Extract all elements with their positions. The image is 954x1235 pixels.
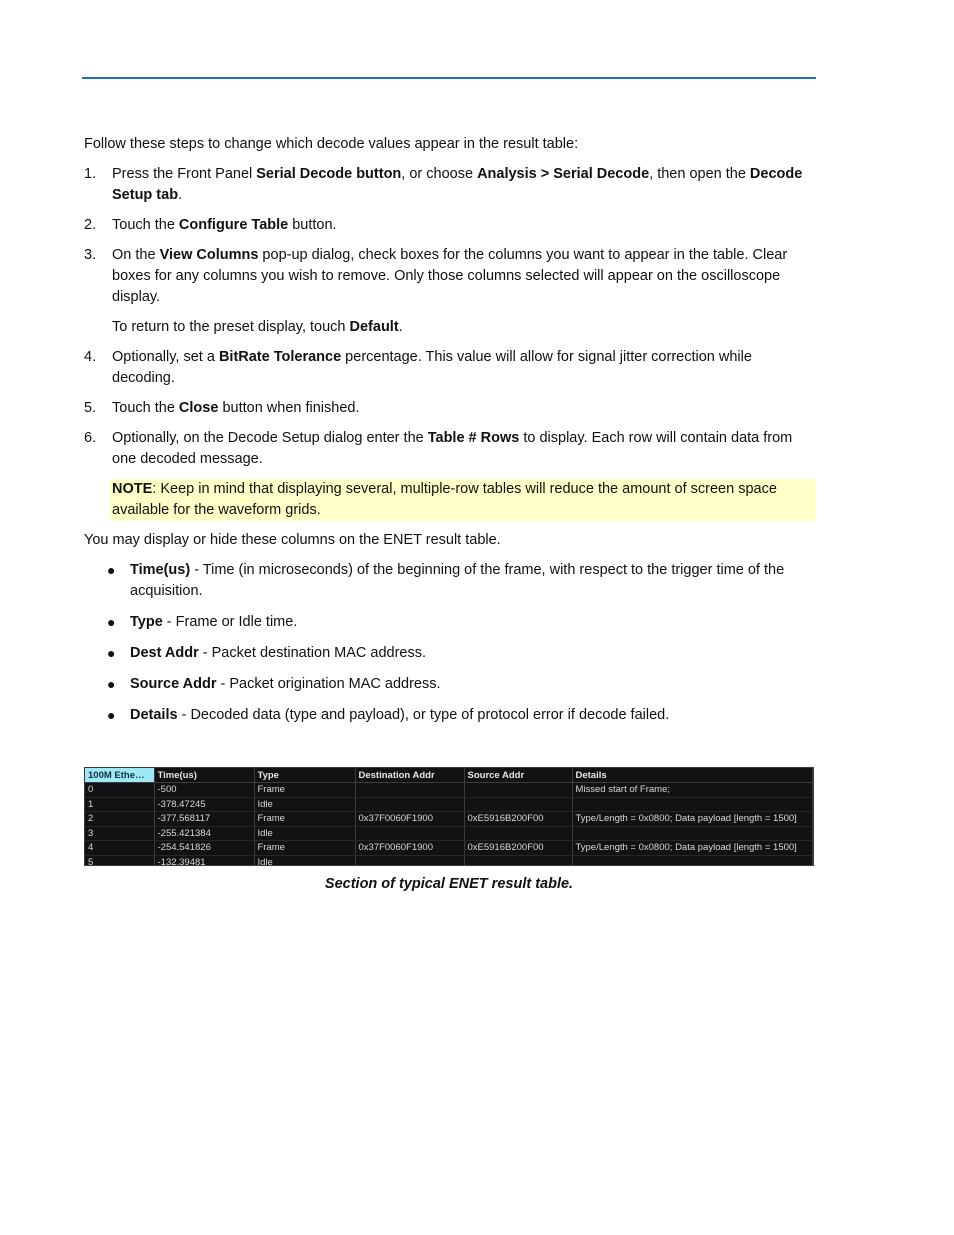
table-cell: 0xE5916B200F00 [464,812,572,827]
table-cell [572,826,813,841]
step-text: pop-up dialog, check boxes for the columns you want to appear in the table. Clear boxes for any columns you wish to remove. Only those columns selected will appear on the oscilloscope display. [112,247,788,305]
columns-list [84,560,816,726]
columns-lead: You may display or hide these columns on the ENET result table. [84,532,501,548]
table-cell: -377.568117 [154,812,254,827]
step-number: 4. [84,349,97,365]
table-cell: -255.421384 [154,826,254,841]
step-text: Optionally, on the Decode Setup dialog enter the [112,430,428,446]
table-cell: 1 [85,797,154,812]
step-text: Touch the [112,400,179,416]
table-cell: -500 [154,783,254,798]
column-desc: - Packet origination MAC address. [216,676,441,692]
step-3-subnote [112,317,816,338]
table-cell: Idle [254,826,355,841]
enet-result-table [85,768,813,866]
table-cell [572,855,813,866]
step-text: , then open the [649,166,750,182]
column-name: Type [130,614,163,630]
table-cell: -378.47245 [154,797,254,812]
step-text: Touch the [112,217,179,233]
table-cell: Missed start of Frame; [572,783,813,798]
table-cell [572,797,813,812]
step-bold: BitRate Tolerance [218,349,342,365]
step-number: 6. [84,430,97,446]
step-bold: Analysis > Serial Decode [477,166,650,182]
column-item [107,560,816,602]
step-6 [84,428,816,521]
column-header-type[interactable]: Type [254,768,355,783]
step-number: 2. [84,217,97,233]
table-cell [355,826,464,841]
table-cell: Frame [254,812,355,827]
step-bold: Decode Setup tab [112,166,803,203]
column-item [107,643,816,664]
table-cell: 0 [85,783,154,798]
steps-list [84,164,816,521]
table-row[interactable] [85,797,813,812]
table-cell [464,797,572,812]
bullet-icon: ● [107,707,116,723]
table-cell: 5 [85,855,154,866]
column-item [107,705,816,726]
column-desc: - Frame or Idle time. [162,614,298,630]
table-cell [464,855,572,866]
step-1 [84,164,816,206]
step-text: . [178,187,183,203]
step-number: 3. [84,247,97,263]
figure-caption: Section of typical ENET result table. [324,876,574,892]
note-text: : Keep in mind that displaying several, multiple-row tables will reduce the amount of screen space available for the waveform grids. [112,481,777,518]
table-cell: Type/Length = 0x0800; Data payload [length = 1500] [572,812,813,827]
step-2 [84,215,816,236]
enet-result-table-screenshot [84,767,814,866]
table-cell [464,783,572,798]
table-cell [355,797,464,812]
step-bold: Serial Decode button [256,166,402,182]
table-cell: -132.39481 [154,855,254,866]
table-cell: Idle [254,855,355,866]
top-rule [82,77,816,79]
column-desc: - Packet destination MAC address. [198,645,427,661]
step-text: to display. Each row will contain data from one decoded message. [112,430,793,467]
column-name: Details [130,707,178,723]
document-body [84,134,816,736]
step-number: 5. [84,400,97,416]
column-name: Dest Addr [130,645,199,661]
bullet-icon: ● [107,562,116,578]
table-header-row [85,768,813,783]
table-cell: Frame [254,783,355,798]
table-row[interactable] [85,812,813,827]
step-text: . [398,319,403,335]
column-desc: - Decoded data (type and payload), or type of protocol error if decode failed. [177,707,670,723]
table-cell [355,783,464,798]
table-cell: Type/Length = 0x0800; Data payload [length = 1500] [572,841,813,856]
table-cell: 0x37F0060F1900 [355,841,464,856]
column-header-time[interactable]: Time(us) [154,768,254,783]
table-row[interactable] [85,841,813,856]
step-bold: View Columns [159,247,259,263]
note-label: NOTE [112,481,153,497]
step-text: Press the Front Panel [112,166,257,182]
column-item [107,674,816,695]
note-box [110,479,816,521]
step-text: button. [288,217,337,233]
bullet-icon: ● [107,676,116,692]
table-cell [464,826,572,841]
step-bold: Close [178,400,219,416]
table-cell: Frame [254,841,355,856]
column-name: Source Addr [130,676,217,692]
column-header-details[interactable]: Details [572,768,813,783]
table-row[interactable] [85,783,813,798]
step-text: button when finished. [218,400,360,416]
table-cell: 3 [85,826,154,841]
step-4 [84,347,816,389]
column-header-protocol[interactable]: 100M Ethe… [85,768,154,783]
column-header-dest-addr[interactable]: Destination Addr [355,768,464,783]
column-desc: - Time (in microseconds) of the beginning of the frame, with respect to the trigger time of the acquisition. [130,562,785,599]
step-text: On the [112,247,160,263]
column-item [107,612,816,633]
step-bold: Default [349,319,399,335]
column-header-source-addr[interactable]: Source Addr [464,768,572,783]
table-cell: 0xE5916B200F00 [464,841,572,856]
step-bold: Table # Rows [427,430,520,446]
bullet-icon: ● [107,645,116,661]
table-row[interactable] [85,855,813,866]
step-3 [84,245,816,338]
table-row[interactable] [85,826,813,841]
step-5 [84,398,816,419]
table-cell: Idle [254,797,355,812]
table-cell: -254.541826 [154,841,254,856]
table-cell [355,855,464,866]
step-text: percentage. This value will allow for signal jitter correction while decoding. [112,349,752,386]
column-name: Time(us) [130,562,191,578]
step-text: , or choose [401,166,478,182]
table-cell: 2 [85,812,154,827]
table-cell: 4 [85,841,154,856]
table-cell: 0x37F0060F1900 [355,812,464,827]
intro-text: Follow these steps to change which decode values appear in the result table: [84,136,579,152]
bullet-icon: ● [107,614,116,630]
step-text: Optionally, set a [112,349,219,365]
step-number: 1. [84,166,97,182]
step-bold: Configure Table [178,217,289,233]
step-text: To return to the preset display, touch [112,319,350,335]
